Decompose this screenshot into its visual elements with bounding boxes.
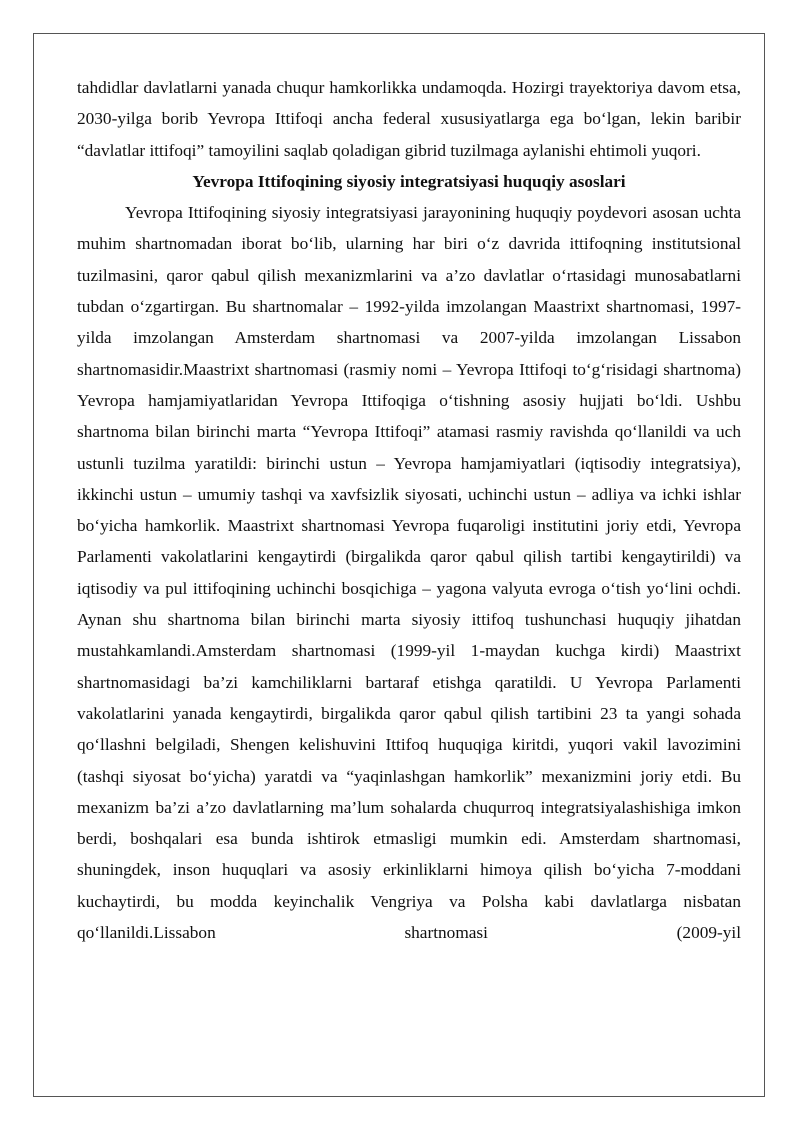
document-body xyxy=(77,72,741,948)
body-paragraph: Yevropa Ittifoqining siyosiy integratsiyasi jarayonining huquqiy poydevori asosan uchta muhim shartnomadan iborat bo‘lib, ularning har biri o‘z davrida ittifoqning institutsional tuzilmasini, qaror qabul qilish mexanizmlarini va a’zo davlatlar o‘rtasidagi munosabatlarni tubdan o‘zgartirgan. Bu shartnomalar – 1992-yilda imzolangan Maastrixt shartnomasi, 1997-yilda imzolangan Amsterdam shartnomasi va 2007-yilda imzolangan Lissabon shartnomasidir.Maastrixt shartnomasi (rasmiy nomi – Yevropa Ittifoqi to‘g‘risidagi shartnoma) Yevropa hamjamiyatlaridan Yevropa Ittifoqiga o‘tishning asosiy hujjati bo‘ldi. Ushbu shartnoma bilan birinchi marta “Yevropa Ittifoqi” atamasi rasmiy ravishda qo‘llanildi va uch ustunli tuzilma yaratildi: birinchi ustun – Yevropa hamjamiyatlari (iqtisodiy integratsiya), ikkinchi ustun – umumiy tashqi va xavfsizlik siyosati, uchinchi ustun – adliya va ichki ishlar bo‘yicha hamkorlik. Maastrixt shartnomasi Yevropa fuqaroligi institutini joriy etdi, Yevropa Parlamenti vakolatlarini kengaytirdi (birgalikda qaror qabul qilish tartibi kengaytirildi) va iqtisodiy va pul ittifoqining uchinchi bosqichiga – yagona valyuta evroga o‘tish yo‘lini ochdi. Aynan shu shartnoma bilan birinchi marta siyosiy ittifoq tushunchasi huquqiy jihatdan mustahkamlandi.Amsterdam shartnomasi (1999-yil 1-maydan kuchga kirdi) Maastrixt shartnomasidagi ba’zi kamchiliklarni bartaraf etishga qaratildi. U Yevropa Parlamenti vakolatlarini yanada kengaytirdi, birgalikda qaror qabul qilish tartibini 23 ta yangi sohada qo‘llashni belgiladi, Shengen kelishuvini Ittifoq huquqiga kiritdi, yuqori vakil lavozimini (tashqi siyosat bo‘yicha) yaratdi va “yaqinlashgan hamkorlik” mexanizmini joriy etdi. Bu mexanizm ba’zi a’zo davlatlarning ma’lum sohalarda chuqurroq integratsiyalashishiga imkon berdi, boshqalari esa bunda ishtirok etmasligi mumkin edi. Amsterdam shartnomasi, shuningdek, inson huquqlari va asosiy erkinliklarni himoya qilish bo‘yicha 7-moddani kuchaytirdi, bu modda keyinchalik Vengriya va Polsha kabi davlatlarga nisbatan qo‘llanildi.Lissabon shartnomasi (2009-yil xyxy=(77,203,741,943)
intro-paragraph: tahdidlar davlatlarni yanada chuqur hamkorlikka undamoqda. Hozirgi trayektoriya davom etsa, 2030-yilga borib Yevropa Ittifoqi ancha federal xususiyatlarga ega bo‘lgan, lekin baribir “davlatlar ittifoqi” tamoyilini saqlab qoladigan gibrid tuzilmaga aylanishi ehtimoli yuqori. xyxy=(77,78,741,160)
section-heading: Yevropa Ittifoqining siyosiy integratsiyasi huquqiy asoslari xyxy=(192,171,626,191)
